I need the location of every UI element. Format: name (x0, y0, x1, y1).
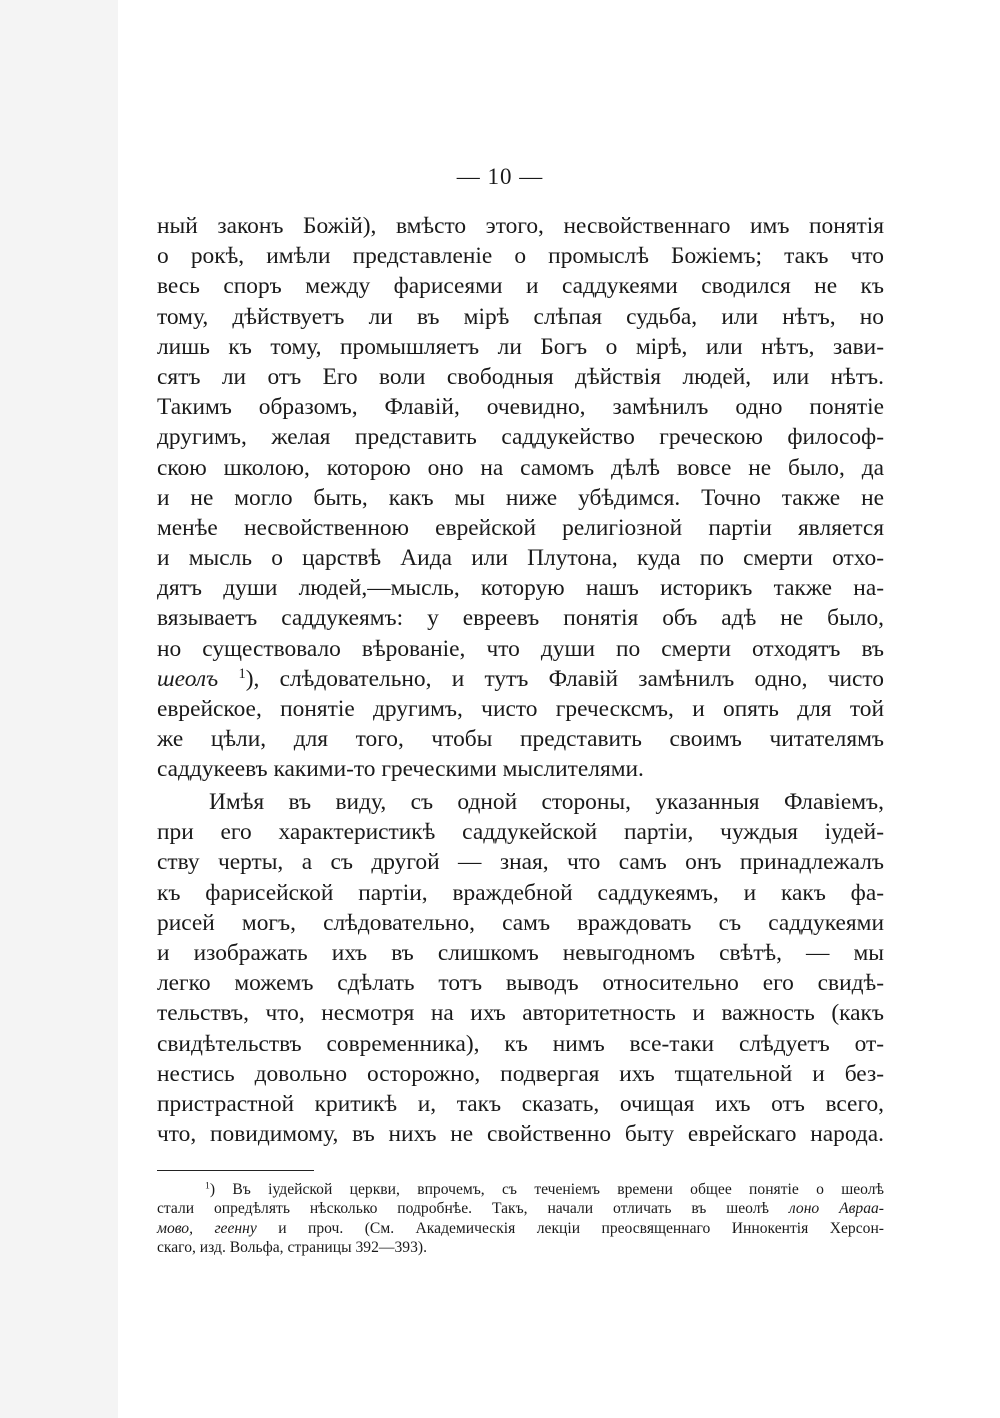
footnote-reference[interactable]: 1 (238, 665, 246, 682)
text-line: скою школою, которою оно на самомъ дѣлѣ вовсе не было, да (157, 454, 884, 481)
text-line: къ фарисейской партіи, враждебной саддукеямъ, и какъ фа- (157, 879, 884, 906)
text-line: Такимъ образомъ, Флавій, очевидно, замѣнилъ одно понятіе (157, 394, 884, 421)
footnote-line (157, 1199, 884, 1218)
text-line: нестись довольно осторожно, подвергая ихъ тщательной и без- (157, 1060, 884, 1087)
text-line: но существовало вѣрованіе, что души по смерти отходятъ въ (157, 635, 884, 662)
text-line: менѣе несвойственною еврейской религіозной партіи является (157, 514, 884, 541)
text-line: ству черты, а съ другой — зная, что самъ онъ принадлежалъ (157, 849, 884, 876)
text-line: что, повидимому, въ нихъ не свойственно быту еврейскаго народа. (157, 1121, 884, 1148)
text-line: тельствъ, что, несмотря на ихъ авторитетность и важность (какъ (157, 1000, 884, 1027)
text-line: саддукеевъ какими-то греческими мыслителями. (157, 756, 644, 783)
footnote-line (157, 1180, 884, 1199)
text-line: же цѣли, для того, чтобы представить своимъ читателямъ (157, 726, 884, 753)
footnote-italic: мово, геенну (157, 1219, 257, 1237)
text-line: легко можемъ сдѣлать тотъ выводъ относительно его свидѣ- (157, 970, 884, 997)
text-line-rest: ), слѣдовательно, и тутъ Флавій замѣнилъ одно, чисто (245, 665, 884, 692)
text-line: о рокѣ, имѣли представленіе о промыслѣ Божіемъ; такъ что (157, 243, 884, 270)
text-line: другимъ, желая представить саддукейство греческою философ- (157, 424, 884, 451)
footnote-line: скаго, изд. Вольфа, страницы 392—393). (157, 1239, 427, 1257)
footnote-marker: 1 (205, 1180, 210, 1192)
paragraph-2 (157, 787, 884, 1149)
text-line: и мысль о царствѣ Аида или Плутона, куда по смерти отхо- (157, 545, 884, 572)
text-line: еврейское, понятіе другимъ, чисто греческсмъ, и опять для той (157, 696, 884, 722)
text-line: дятъ души людей,—мысль, которую нашъ историкъ также на- (157, 575, 884, 602)
footnote (157, 1180, 884, 1258)
text-line: рисей могъ, слѣдовательно, самъ враждовать съ саддукеями (157, 909, 884, 936)
text-line: ный законъ Божій), вмѣсто этого, несвойственнаго имъ понятія (157, 213, 884, 239)
footnote-line (157, 1219, 884, 1238)
text-line: весь споръ между фарисеями и саддукеями сводился не къ (157, 273, 884, 300)
text-line: пристрастной критикѣ и, такъ сказать, очищая ихъ отъ всего, (157, 1090, 884, 1117)
text-line: свидѣтельствъ современника), къ нимъ все-таки слѣдуетъ от- (157, 1030, 884, 1057)
footnote-italic: лоно Авраа- (788, 1200, 884, 1218)
text-line-footnote-ref (157, 664, 884, 694)
footnote-text: и проч. (См. Академическія лекціи преосвященнаго Иннокентія Херсон- (256, 1219, 884, 1237)
paragraph-1 (157, 211, 884, 785)
text-line: тому, дѣйствуетъ ли въ мірѣ слѣпая судьба, или нѣтъ, но (157, 303, 884, 330)
text-line: и изображать ихъ въ слишкомъ невыгодномъ свѣтѣ, — мы (157, 939, 884, 966)
italic-term: шеолъ (157, 665, 219, 692)
page-number: — 10 — (456, 164, 544, 189)
text-line: лишь къ тому, промышляетъ ли Богъ о мірѣ, или нѣтъ, зави- (157, 333, 884, 360)
footnote-text: стали опредѣлять нѣсколько подробнѣе. Такъ, начали отличать въ шеолѣ (157, 1200, 789, 1218)
footnote-text: ) Въ іудейской церкви, впрочемъ, съ теченіемъ времени общее понятіе о шеолѣ (209, 1181, 884, 1198)
text-line: сятъ ли отъ Его воли свободныя дѣйствія людей, или нѣтъ. (157, 363, 884, 390)
scan-margin (0, 0, 118, 1418)
text-line: и не могло быть, какъ мы ниже убѣдимся. Точно также не (157, 484, 884, 511)
text-line: Имѣя въ виду, съ одной стороны, указанныя Флавіемъ, (209, 789, 884, 815)
footnote-divider (157, 1170, 314, 1171)
text-line: вязываетъ саддукеямъ: у евреевъ понятія объ адѣ не было, (157, 605, 884, 632)
text-line: при его характеристикѣ саддукейской партіи, чуждыя іудей- (157, 819, 884, 846)
